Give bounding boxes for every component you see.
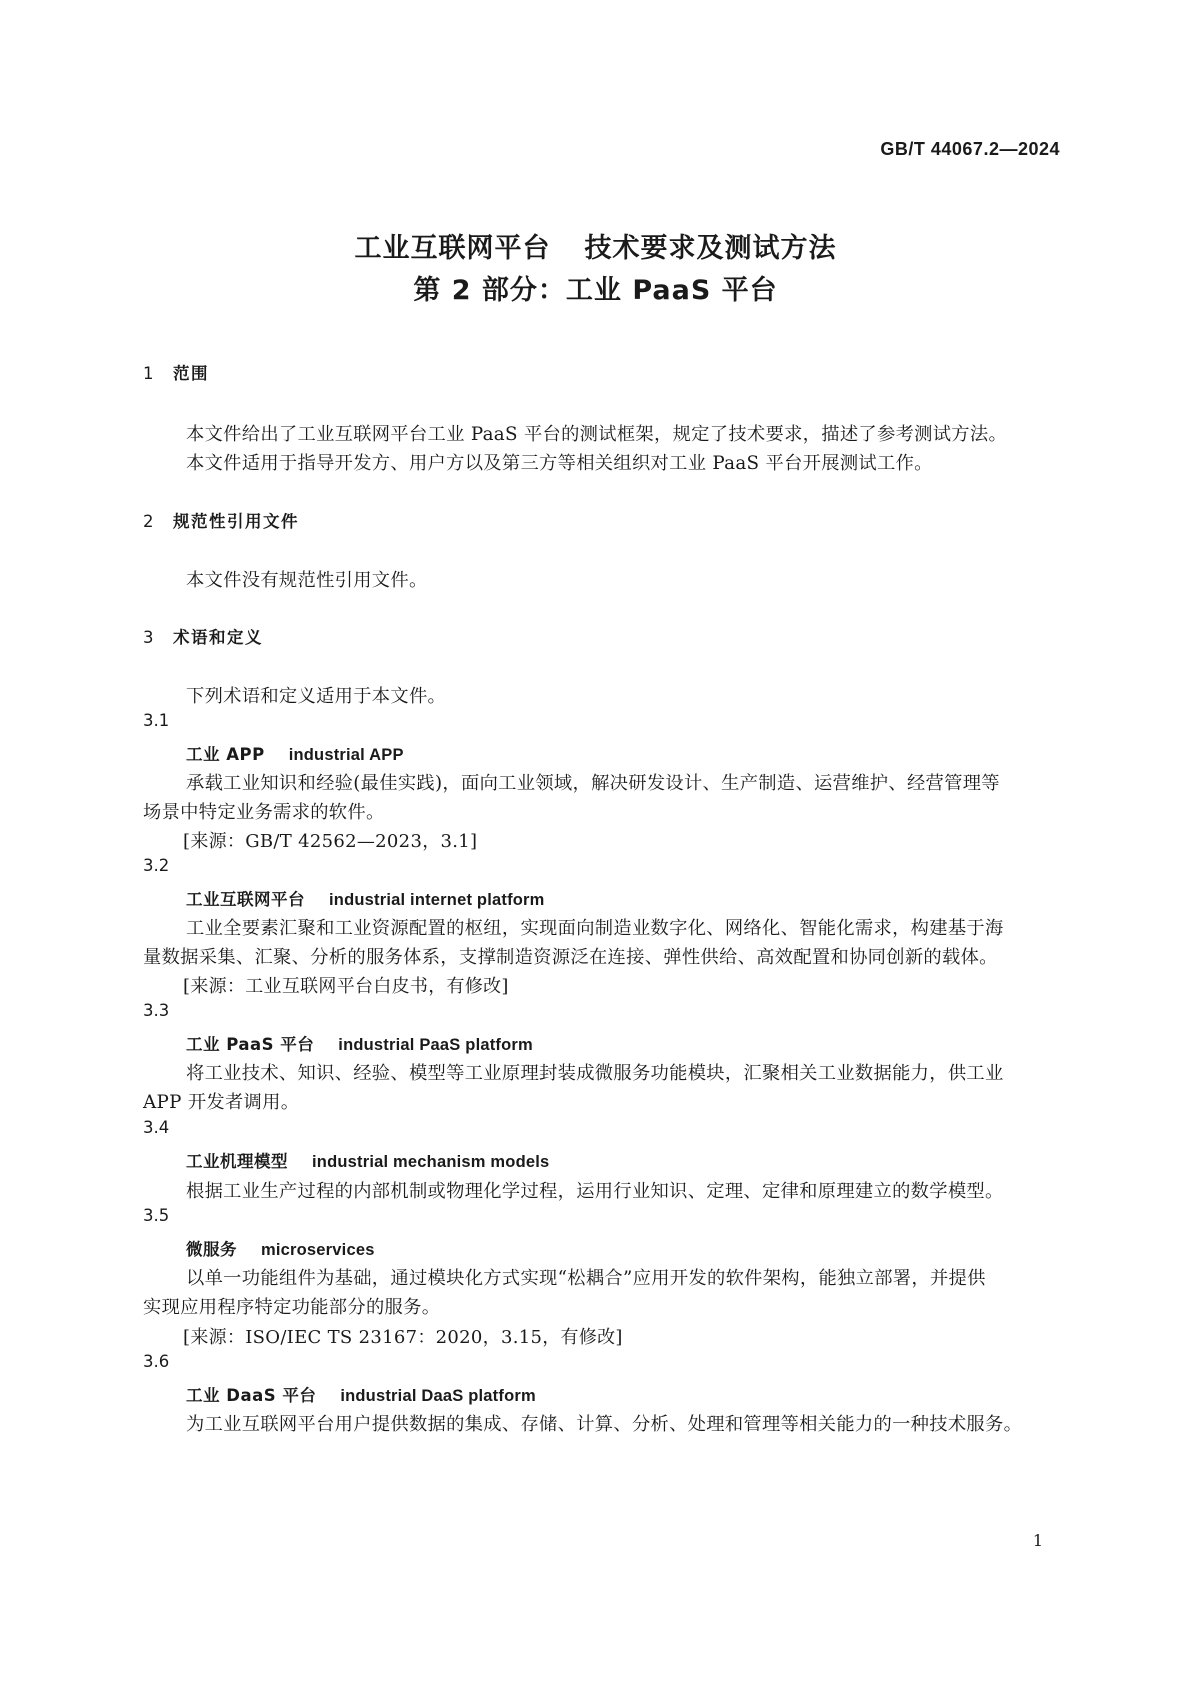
term-name-zh: 工业 PaaS 平台 (186, 1035, 315, 1054)
term-number: 3.3 (143, 1001, 170, 1020)
term-definition-continued: APP 开发者调用。 (143, 1092, 300, 1113)
term-name-en: industrial mechanism models (312, 1153, 550, 1171)
term-definition: 承载工业知识和经验(最佳实践)，面向工业领域，解决研发设计、生产制造、运营维护、经营管理等 (186, 773, 1000, 794)
scope-paragraph-1: 本文件给出了工业互联网平台工业 PaaS 平台的测试框架，规定了技术要求，描述了参考测试方法。 (186, 424, 1008, 445)
term-source: [来源：工业互联网平台白皮书，有修改] (183, 976, 509, 997)
term-definition: 将工业技术、知识、经验、模型等工业原理封装成微服务功能模块，汇聚相关工业数据能力，供工业 (186, 1063, 1004, 1084)
normative-references-paragraph: 本文件没有规范性引用文件。 (186, 570, 428, 591)
term-name (186, 1236, 375, 1260)
term-name-zh: 微服务 (186, 1240, 237, 1259)
section-heading-scope (143, 360, 209, 384)
term-definition: 工业全要素汇聚和工业资源配置的枢纽，实现面向制造业数字化、网络化、智能化需求，构建基于海 (186, 918, 1004, 939)
term-number: 3.4 (143, 1118, 170, 1137)
term-number: 3.1 (143, 711, 170, 730)
terms-intro-paragraph: 下列术语和定义适用于本文件。 (186, 686, 447, 707)
term-source: [来源：ISO/IEC TS 23167：2020，3.15，有修改] (183, 1327, 623, 1348)
standard-code: GB/T 44067.2—2024 (880, 139, 1060, 159)
term-number: 3.6 (143, 1352, 170, 1371)
term-name-en: industrial internet platform (329, 891, 545, 909)
term-name-en: industrial DaaS platform (340, 1387, 536, 1405)
term-definition-continued: 场景中特定业务需求的软件。 (143, 802, 385, 823)
term-name-zh: 工业 DaaS 平台 (186, 1386, 317, 1405)
term-number: 3.5 (143, 1206, 170, 1225)
term-definition: 根据工业生产过程的内部机制或物理化学过程，运用行业知识、定理、定律和原理建立的数学模型。 (186, 1181, 1004, 1202)
section-title: 范围 (173, 364, 209, 383)
term-name (186, 1382, 536, 1406)
section-number: 3 (143, 628, 155, 647)
term-definition: 以单一功能组件为基础，通过模块化方式实现“松耦合”应用开发的软件架构，能独立部署，并提供 (186, 1268, 986, 1289)
term-definition: 为工业互联网平台用户提供数据的集成、存储、计算、分析、处理和管理等相关能力的一种技术服务。 (186, 1414, 1023, 1435)
term-name-en: industrial APP (288, 746, 404, 764)
term-name-zh: 工业互联网平台 (186, 890, 305, 909)
term-name (186, 1148, 549, 1172)
section-number: 2 (143, 512, 155, 531)
title-part-b: 技术要求及测试方法 (584, 233, 837, 264)
term-name-en: microservices (261, 1241, 375, 1259)
scope-paragraph-2: 本文件适用于指导开发方、用户方以及第三方等相关组织对工业 PaaS 平台开展测试工作。 (186, 453, 933, 474)
document-title-line2: 第 2 部分：工业 PaaS 平台 (413, 275, 778, 306)
term-name-zh: 工业 APP (186, 745, 265, 764)
term-name-en: industrial PaaS platform (338, 1036, 533, 1054)
term-number: 3.2 (143, 856, 170, 875)
page-number: 1 (1032, 1531, 1043, 1550)
term-name-zh: 工业机理模型 (186, 1152, 288, 1171)
section-number: 1 (143, 364, 155, 383)
term-name (186, 1031, 533, 1055)
term-name (186, 886, 545, 910)
term-definition-continued: 实现应用程序特定功能部分的服务。 (143, 1297, 441, 1318)
section-heading-terms (143, 624, 263, 648)
section-title: 规范性引用文件 (173, 512, 299, 531)
title-part-a: 工业互联网平台 (354, 233, 551, 264)
term-definition-continued: 量数据采集、汇聚、分析的服务体系，支撑制造资源泛在连接、弹性供给、高效配置和协同创新的载体。 (143, 947, 998, 968)
section-title: 术语和定义 (173, 628, 263, 647)
term-name (186, 741, 404, 765)
term-source: [来源：GB/T 42562—2023，3.1] (183, 831, 478, 852)
document-title-line1 (0, 226, 1191, 265)
section-heading-normative-references (143, 508, 299, 532)
